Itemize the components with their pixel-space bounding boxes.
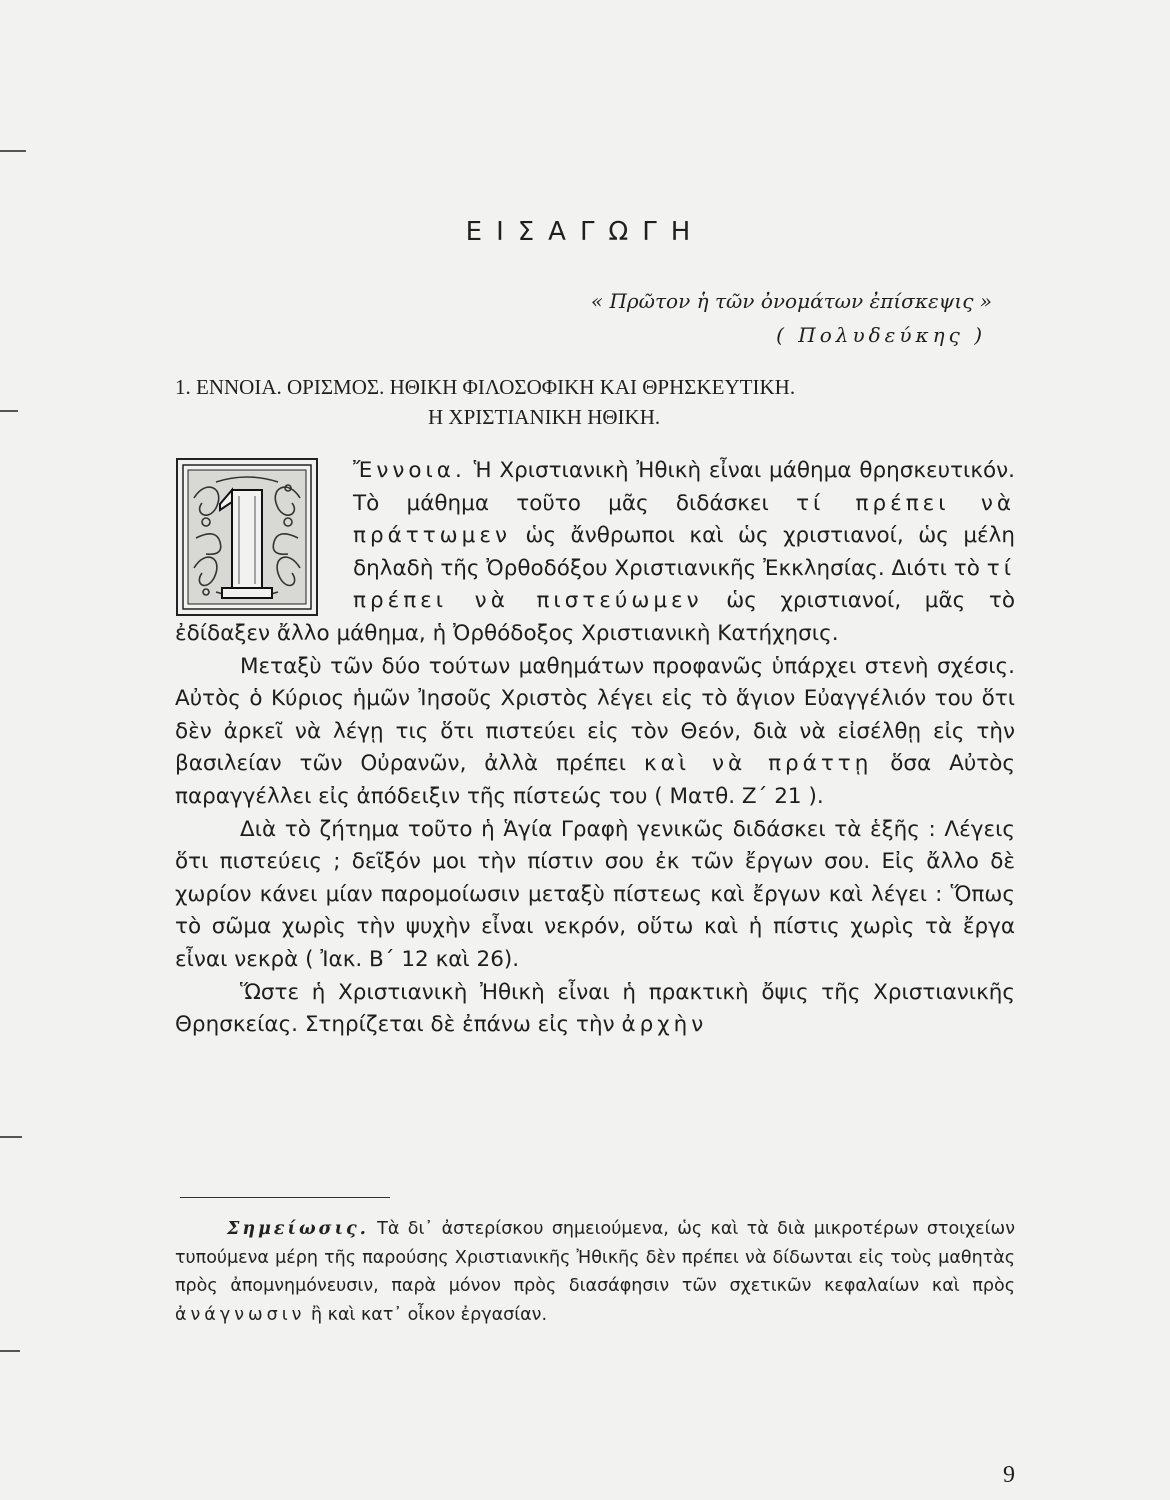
body-text [175, 455, 1015, 1042]
footnote-emphasis: ἀνάγνωσιν [175, 1304, 306, 1325]
margin-scan-mark [0, 1136, 22, 1138]
footnote-text: ἢ καὶ κατ᾽ οἶκον ἐργασίαν. [305, 1304, 548, 1325]
footnote-text: Τὰ δι᾽ ἀστερίσκου σημειούμενα, ὡς καὶ τὰ διὰ μικροτέρων στοιχείων τυπούμενα μέρη τῆς παρούσης Χριστιανικῆς Ἠθικῆς δὲν πρέπει νὰ δίδωνται εἰς τοὺς μαθητὰς πρὸς ἀπομνημόνευσιν, παρὰ μόνον πρὸς διασάφησιν τῶν σχετικῶν κεφαλαίων καὶ πρὸς [175, 1219, 1015, 1296]
paragraph-1-text: Ἡ Χριστιανικὴ Ἠθικὴ εἶναι μάθημα θρησκευτικόν. Τὸ μάθημα τοῦτο μᾶς διδάσκει [353, 458, 1015, 516]
dropcap-glyph: 1 [247, 608, 248, 609]
paragraph-4-text: Ὥστε ἡ Χριστιανικὴ Ἠθικὴ εἶναι ἡ πρακτικὴ ὄψις τῆς Χριστιανικῆς Θρησκείας. Στηρίζεται δὲ ἐπάνω εἰς τὴν [175, 979, 1015, 1038]
footnote-label: Σημείωσις. [227, 1219, 369, 1239]
paragraph-1-text: ὡς χριστιανοί, μᾶς τὸ ἐδίδαξεν ἄλλο μάθημα, ἡ Ὀρθόδοξος Χριστιανικὴ Κατήχησις. [175, 588, 1015, 646]
paragraph-2-text: Μεταξὺ τῶν δύο τούτων μαθημάτων προφανῶς ὑπάρχει στενὴ σχέσις. Αὐτὸς ὁ Κύριος ἡμῶν Ἰησοῦς Χριστὸς λέγει εἰς τὸ ἅγιον Εὐαγγέλιόν του ὅτι δὲν ἀρκεῖ νὰ λέγῃ τις ὅτι πιστεύει εἰς τὸν Θεόν, διὰ νὰ εἰσέλθῃ εἰς τὴν βασιλείαν τῶν Οὐρανῶν, ἀλλὰ πρέπει [175, 653, 1015, 777]
paragraph-1-lead: Ἔννοια. [353, 458, 466, 483]
paragraph-1-emphasis: τί πρέπει νὰ πράττωμεν [353, 490, 1016, 549]
paragraph-4 [175, 977, 1015, 1042]
paragraph-4-emphasis: ἀρχὴν [621, 1012, 708, 1038]
paragraph-3: Διὰ τὸ ζήτημα τοῦτο ἡ Ἁγία Γραφὴ γενικῶς διδάσκει τὰ ἑξῆς : Λέγεις ὅτι πιστεύεις ; δεῖξόν μοι τὴν πίστιν σου ἐκ τῶν ἔργων σου. Εἰς ἄλλο δὲ χωρίον κάνει μίαν παρομοίωσιν μεταξὺ πίστεως καὶ ἔργων καὶ λέγει : Ὅπως τὸ σῶμα χωρὶς τὴν ψυχὴν εἶναι νεκρόν, οὕτω καὶ ἡ πίστις χωρὶς τὰ ἔργα εἶναι νεκρὰ ( Ἰακ. Β΄ 12 καὶ 26). [175, 816, 1015, 972]
page-number: 9 [1003, 1462, 1015, 1488]
paragraph-2-emphasis: καὶ νὰ πράττῃ [643, 751, 873, 777]
dropcap-space [175, 455, 353, 615]
epigraph-quote: « Πρῶτον ἡ τῶν ὀνομάτων ἐπίσκεψις » [590, 289, 992, 313]
section-heading [175, 372, 1005, 432]
section-heading-line2: Η ΧΡΙΣΤΙΑΝΙΚΗ ΗΘΙΚΗ. [428, 405, 661, 429]
footnote [175, 1215, 1015, 1329]
footnote-rule [180, 1197, 390, 1198]
paragraph-2-text: ὅσα Αὐτὸς παραγγέλλει εἰς ἀπόδειξιν τῆς πίστεώς του ( Ματθ. Ζ΄ 21 ). [175, 751, 1015, 809]
epigraph [591, 284, 992, 352]
paragraph-1-text: ὡς ἄνθρωποι καὶ ὡς χριστιανοί, ὡς μέλη δηλαδὴ τῆς Ὀρθοδόξου Χριστιανικῆς Ἐκκλησίας. Διότι τὸ [353, 523, 1015, 581]
paragraph-2 [175, 651, 1015, 814]
paragraph-1-emphasis: τί πρέπει νὰ πιστεύωμεν [353, 555, 1015, 614]
margin-scan-mark [0, 150, 26, 152]
margin-scan-mark [0, 1350, 20, 1352]
margin-scan-mark [0, 410, 18, 412]
section-heading-line1: 1. ΕΝΝΟΙΑ. ΟΡΙΣΜΟΣ. ΗΘΙΚΗ ΦΙΛΟΣΟΦΙΚΗ ΚΑΙ ΘΡΗΣΚΕΥΤΙΚΗ. [175, 375, 796, 399]
epigraph-author: ( Πολυδεύκης ) [776, 323, 986, 347]
chapter-title: ΕΙΣΑΓΩΓΗ [465, 217, 705, 248]
